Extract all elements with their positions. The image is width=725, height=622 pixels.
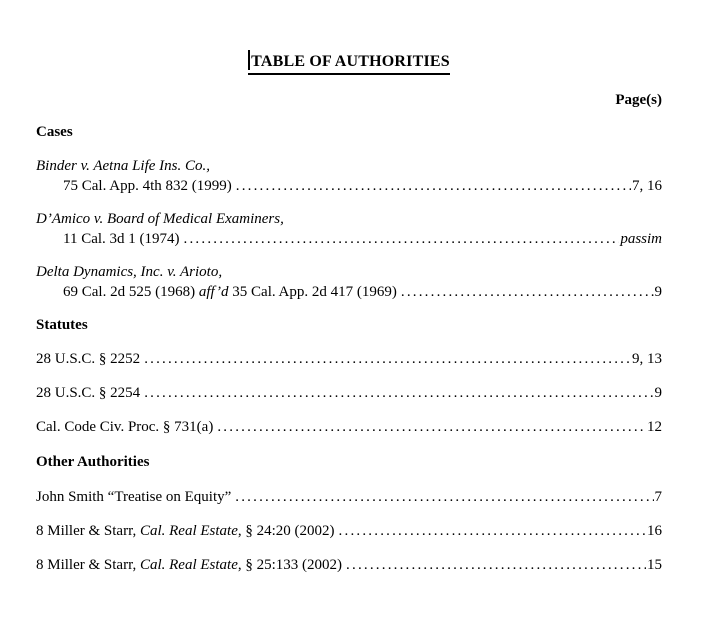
dot-leader	[339, 521, 646, 541]
case-citation	[63, 282, 397, 302]
page-number: 9	[654, 284, 662, 300]
authority-citation	[36, 555, 342, 575]
statute-citation: Cal. Code Civ. Proc. § 731(a)	[36, 419, 214, 435]
toa-entry	[36, 262, 662, 302]
authority-citation-italic: Cal. Real Estate	[139, 557, 238, 573]
authority-citation-post: , § 25:133 (2002)	[237, 557, 343, 573]
statute-line	[36, 417, 662, 437]
statute-citation: 28 U.S.C. § 2254	[36, 385, 141, 401]
dot-leader	[235, 487, 653, 507]
case-citation: 11 Cal. 3d 1 (1974)	[63, 231, 180, 247]
case-cite-line	[36, 282, 662, 302]
document-title-text: TABLE OF AUTHORITIES	[251, 53, 450, 70]
toa-entry	[36, 209, 662, 249]
case-name-line	[36, 209, 662, 229]
page-number: passim	[620, 231, 662, 247]
section-heading-other-authorities: Other Authorities	[36, 454, 150, 470]
authority-citation-pre: 8 Miller & Starr,	[36, 523, 140, 539]
case-citation-pre: 69 Cal. 2d 525 (1968)	[63, 284, 199, 300]
dot-leader	[401, 282, 654, 302]
authority-citation-italic: Cal. Real Estate	[139, 523, 238, 539]
dot-leader	[346, 555, 646, 575]
authority-citation	[36, 521, 335, 541]
section-heading-statutes: Statutes	[36, 317, 88, 333]
case-name: Delta Dynamics, Inc. v. Arioto,	[36, 264, 223, 280]
page-number: 16	[647, 523, 662, 539]
title-row	[36, 50, 662, 75]
authority-line	[36, 487, 662, 507]
toa-entry	[36, 383, 662, 403]
case-name: D’Amico v. Board of Medical Examiners,	[36, 211, 284, 227]
dot-leader	[236, 176, 631, 196]
page-number: 9	[654, 385, 662, 401]
toa-entry	[36, 156, 662, 196]
case-name: Binder v. Aetna Life Ins. Co.,	[36, 158, 211, 174]
authority-citation-post: , § 24:20 (2002)	[237, 523, 335, 539]
toa-entry	[36, 555, 662, 575]
statute-citation: 28 U.S.C. § 2252	[36, 351, 141, 367]
case-citation-italic: aff’d	[198, 284, 229, 300]
toa-entry	[36, 521, 662, 541]
text-cursor	[248, 50, 250, 70]
dot-leader	[217, 417, 646, 437]
authority-line	[36, 555, 662, 575]
case-cite-line	[36, 229, 662, 249]
dot-leader	[144, 349, 631, 369]
case-citation: 75 Cal. App. 4th 832 (1999)	[63, 178, 232, 194]
page-number: 12	[647, 419, 662, 435]
toa-entry	[36, 487, 662, 507]
case-citation-post: 35 Cal. App. 2d 417 (1969)	[228, 284, 397, 300]
case-name-line	[36, 262, 662, 282]
page-number: 9, 13	[632, 351, 662, 367]
toa-entry	[36, 349, 662, 369]
document-title	[248, 50, 450, 75]
dot-leader	[184, 229, 620, 249]
page-number: 7, 16	[632, 178, 662, 194]
case-name-line	[36, 156, 662, 176]
statute-line	[36, 349, 662, 369]
section-heading-cases: Cases	[36, 124, 73, 140]
authority-citation-pre: 8 Miller & Starr,	[36, 557, 140, 573]
pages-column-header: Page(s)	[615, 92, 662, 108]
statute-line	[36, 383, 662, 403]
page-number: 7	[654, 489, 662, 505]
toa-entry	[36, 417, 662, 437]
case-cite-line	[36, 176, 662, 196]
authority-line	[36, 521, 662, 541]
authority-citation: John Smith “Treatise on Equity”	[36, 489, 232, 505]
page-number: 15	[647, 557, 662, 573]
dot-leader	[144, 383, 653, 403]
